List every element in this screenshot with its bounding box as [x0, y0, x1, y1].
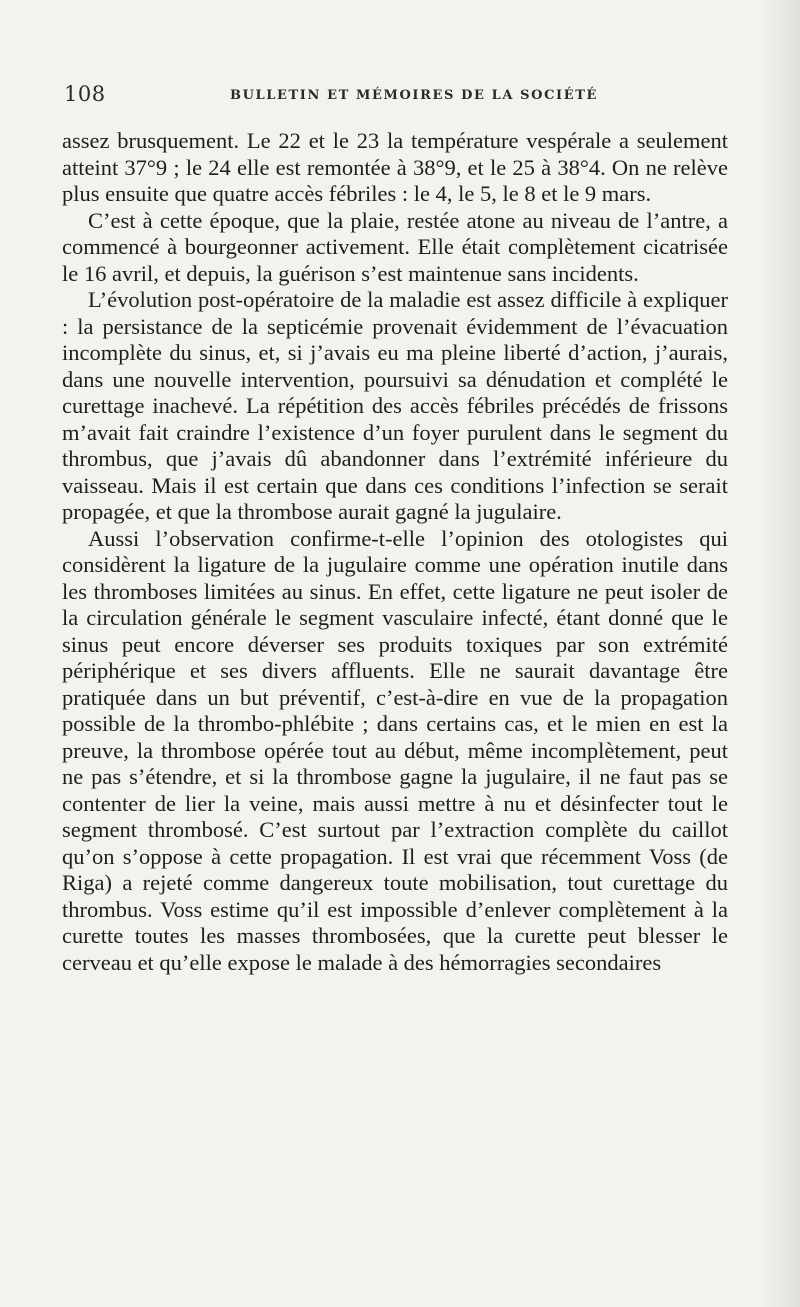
paragraph: Aussi l’observation confirme-t-elle l’opinion des otologistes qui considèrent la ligature de la jugulaire comme une opération inutile dans les thromboses limitées au sinus. En effet, cette ligature ne peut isoler de la circulation générale le segment vasculaire infecté, étant donné que le sinus peut encore déverser ses produits toxiques par son extrémité périphérique et ses divers affluents. Elle ne saurait davantage être pratiquée dans un but préventif, c’est-à-dire en vue de la propagation possible de la thrombo-phlébite ; dans certains cas, et le mien en est la preuve, la thrombose opérée tout au début, même incomplètement, peut ne pas s’étendre, et si la thrombose gagne la jugulaire, il ne faut pas se contenter de lier la veine, mais aussi mettre à nu et désinfecter tout le segment thrombosé. C’est surtout par l’extraction complète du caillot qu’on s’oppose à cette propagation. Il est vrai que récemment Voss (de Riga) a rejeté comme dangereux toute mobilisation, tout curettage du thrombus. Voss estime qu’il est impossible d’enlever complètement à la curette toutes les masses thrombosées, que la curette peut blesser le cerveau et qu’elle expose le malade à des hémorragies secondaires: [62, 525, 728, 975]
body-text: [62, 128, 728, 976]
running-title: BULLETIN ET MÉMOIRES DE LA SOCIÉTÉ: [230, 88, 598, 103]
page-header: [62, 82, 722, 112]
paragraph: L’évolution post-opératoire de la maladie est assez difficile à expliquer : la persistance de la septicémie provenait évidemment de l’évacuation incomplète du sinus, et, si j’avais eu ma pleine liberté d’action, j’aurais, dans une nouvelle intervention, poursuivi sa dénudation et complété le curettage inachevé. La répétition des accès fébriles précédés de frissons m’avait fait craindre l’existence d’un foyer purulent dans le segment du thrombus, que j’avais dû abandonner dans l’extrémité inférieure du vaisseau. Mais il est certain que dans ces conditions l’infection se serait propagée, et que la thrombose aurait gagné la jugulaire.: [62, 287, 728, 524]
paragraph: C’est à cette époque, que la plaie, restée atone au niveau de l’antre, a commencé à bourgeonner activement. Elle était complètement cicatrisée le 16 avril, et depuis, la guérison s’est maintenue sans incidents.: [62, 207, 728, 286]
page-edge-shadow: [760, 0, 800, 1307]
page-number: 108: [64, 82, 106, 106]
paragraph-continued: assez brusquement. Le 22 et le 23 la température vespérale a seulement atteint 37°9 ; le 24 elle est remontée à 38°9, et le 25 à 38°4. On ne relève plus ensuite que quatre accès fébriles : le 4, le 5, le 8 et le 9 mars.: [62, 128, 728, 206]
